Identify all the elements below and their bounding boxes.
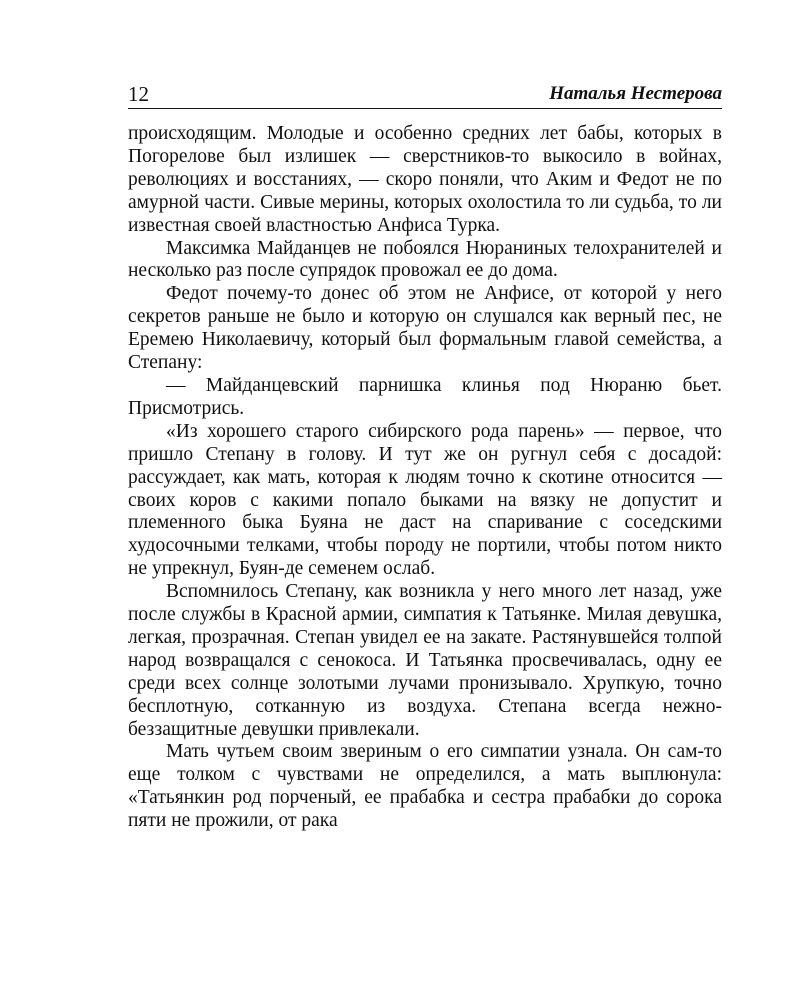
page-number: 12 [128,82,149,106]
book-page [128,78,722,833]
paragraph-6: Вспомнилось Степану, как возникла у него много лет назад, уже после службы в Красной армии, симпатия к Татьянке. Милая девушка, легкая, прозрачная. Степан увидел ее на закате. Растянувшейся толпой народ возвращался с сенокоса. И Татьянка просвечивалась, одну ее среди всех солнце золотыми лучами пронизывало. Хрупкую, точно бесплотную, сотканную из воздуха. Степана всегда нежно-беззащитные девушки привлекали. [128,581,722,740]
paragraph-1: происходящим. Молодые и особенно средних лет бабы, которых в Погорелове был излишек — сверстников-то выкосило в войнах, революциях и восстаниях, — скоро поняли, что Аким и Федот не по амурной части. Сивые мерины, которых охолостила то ли судьба, то ли известная своей властностью Анфиса Турка. [128,123,722,236]
running-head-author: Наталья Нестерова [549,83,722,104]
paragraph-3: Федот почему-то донес об этом не Анфисе, от которой у него секретов раньше не было и которую он слушался как верный пес, не Еремею Николаевичу, который был формальным главой семейства, а Степану: [128,283,722,374]
paragraph-2: Максимка Майданцев не побоялся Нюраниных телохранителей и несколько раз после супрядок провожал ее до дома. [128,237,722,282]
paragraph-4-dialogue: — Майданцевский парнишка клинья под Нюраню бьет. Присмотрись. [128,374,722,419]
body-text [128,123,722,833]
paragraph-5: «Из хорошего старого сибирского рода парень» — первое, что пришло Степану в голову. И тут же он ругнул себя с досадой: рассуждает, как мать, которая к людям точно к скотине относится — своих коров с какими попало быками на вязку не допустит и племенного быка Буяна не даст на спаривание с соседскими худосочными телками, чтобы породу не портили, чтобы потом никто не упрекнул, Буян-де семенем ослаб. [128,420,722,580]
page-header [128,78,722,109]
paragraph-7: Мать чутьем своим звериным о его симпатии узнала. Он сам-то еще толком с чувствами не определился, а мать выплюнула: «Татьянкин род порченый, ее прабабка и сестра прабабки до сорока пяти не прожили, от рака [128,741,722,832]
